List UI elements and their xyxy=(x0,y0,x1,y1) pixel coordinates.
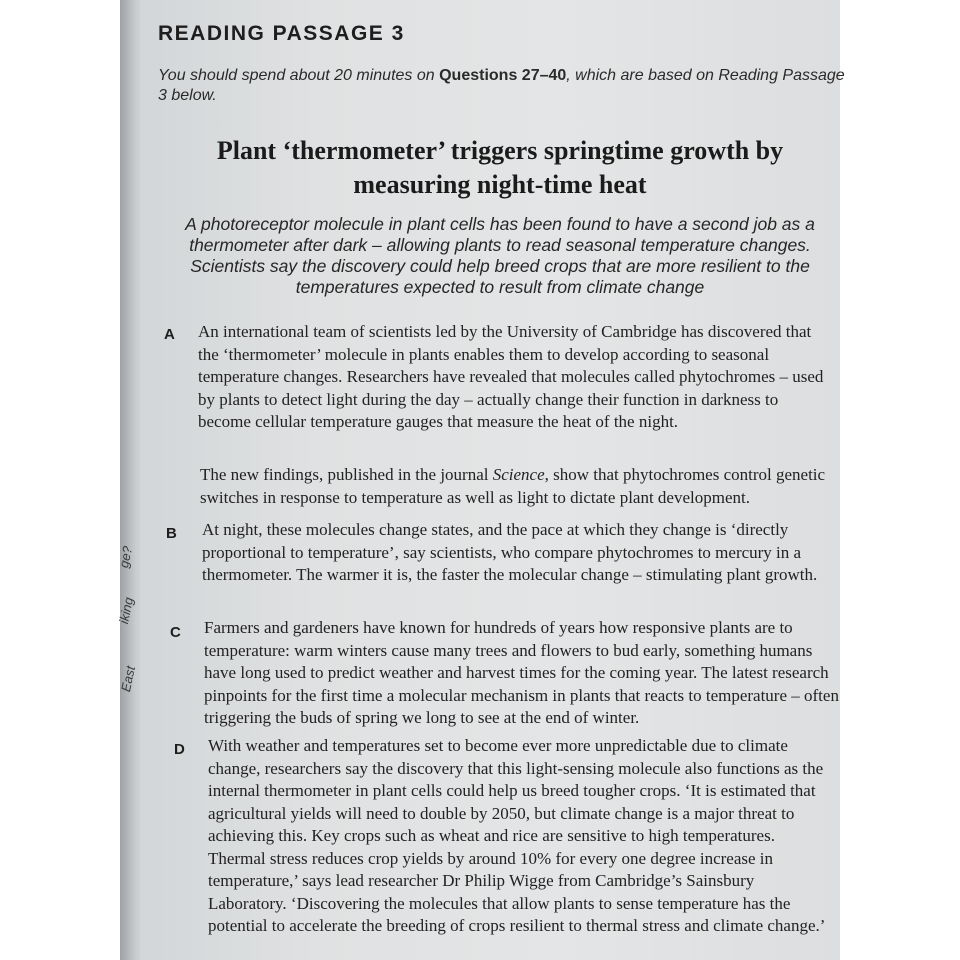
paragraph-letter-a: A xyxy=(164,326,175,343)
paragraph-a: An international team of scientists led by the University of Cambridge has discovered that the ‘thermometer’ molecule in plants enables them to develop according to seasonal temperature changes. Researchers have revealed that molecules called phytochromes – used by plants to detect light during the day – actually change their function in darkness to become cellular temperature gauges that measure the heat of the night. xyxy=(198,322,824,431)
margin-note-3: East xyxy=(118,664,139,694)
passage-title: READING PASSAGE 3 xyxy=(158,22,405,45)
instruction-after: , which are based on Reading Passage 3 below. xyxy=(158,67,845,104)
paragraph-a-continued xyxy=(200,464,840,509)
article-title: Plant ‘thermometer’ triggers springtime growth by measuring night-time heat xyxy=(216,136,784,199)
instruction-questions: Questions 27–40 xyxy=(439,67,567,84)
paragraph-a2-after: , show that phytochromes control genetic switches in response to temperature as well as light to dictate plant development. xyxy=(200,465,826,507)
paragraph-c: Farmers and gardeners have known for hundreds of years how responsive plants are to temperature: warm winters cause many trees and flowers to bud early, something humans have long used to predict weather and harvest times for the coming year. The latest research pinpoints for the first time a molecular mechanism in plants that reacts to temperature – often triggering the buds of spring we long to see at the end of winter. xyxy=(204,618,839,727)
paragraph-letter-b: B xyxy=(166,525,177,542)
paragraph-letter-d: D xyxy=(174,741,185,758)
paragraph-d: With weather and temperatures set to become ever more unpredictable due to climate change, researchers say the discovery that this light-sensing molecule also functions as the internal thermometer in plant cells could help us breed tougher crops. ‘It is estimated that agricultural yields will need to double by 2050, but climate change is a major threat to achieving this. Key crops such as wheat and rice are sensitive to high temperatures. Thermal stress reduces crop yields by around 10% for every one degree increase in temperature,’ says lead researcher Dr Philip Wigge from Cambridge’s Sainsbury Laboratory. ‘Discovering the molecules that allow plants to sense temperature has the potential to accelerate the breeding of crops resilient to thermal stress and climate change.’ xyxy=(208,736,826,935)
paragraph-letter-c: C xyxy=(170,624,181,641)
margin-note-2: iking xyxy=(116,595,137,626)
paragraph-b: At night, these molecules change states, and the pace at which they change is ‘directly proportional to temperature’, say scientists, who compare phytochromes to mercury in a thermometer. The warmer it is, the faster the molecular change – stimulating plant growth. xyxy=(202,520,818,584)
paragraph-a2-before: The new findings, published in the journal xyxy=(200,465,493,484)
margin-note-1: ge? xyxy=(116,544,136,570)
article-subtitle: A photoreceptor molecule in plant cells has been found to have a second job as a thermometer after dark – allowing plants to read seasonal temperature changes. Scientists say the discovery could help breed crops that are more resilient to the temperatures expected to result from climate change xyxy=(185,214,815,297)
journal-name: Science xyxy=(492,465,545,484)
instruction-text xyxy=(158,66,848,106)
instruction-before: You should spend about 20 minutes on xyxy=(158,67,440,84)
book-page xyxy=(116,0,845,960)
